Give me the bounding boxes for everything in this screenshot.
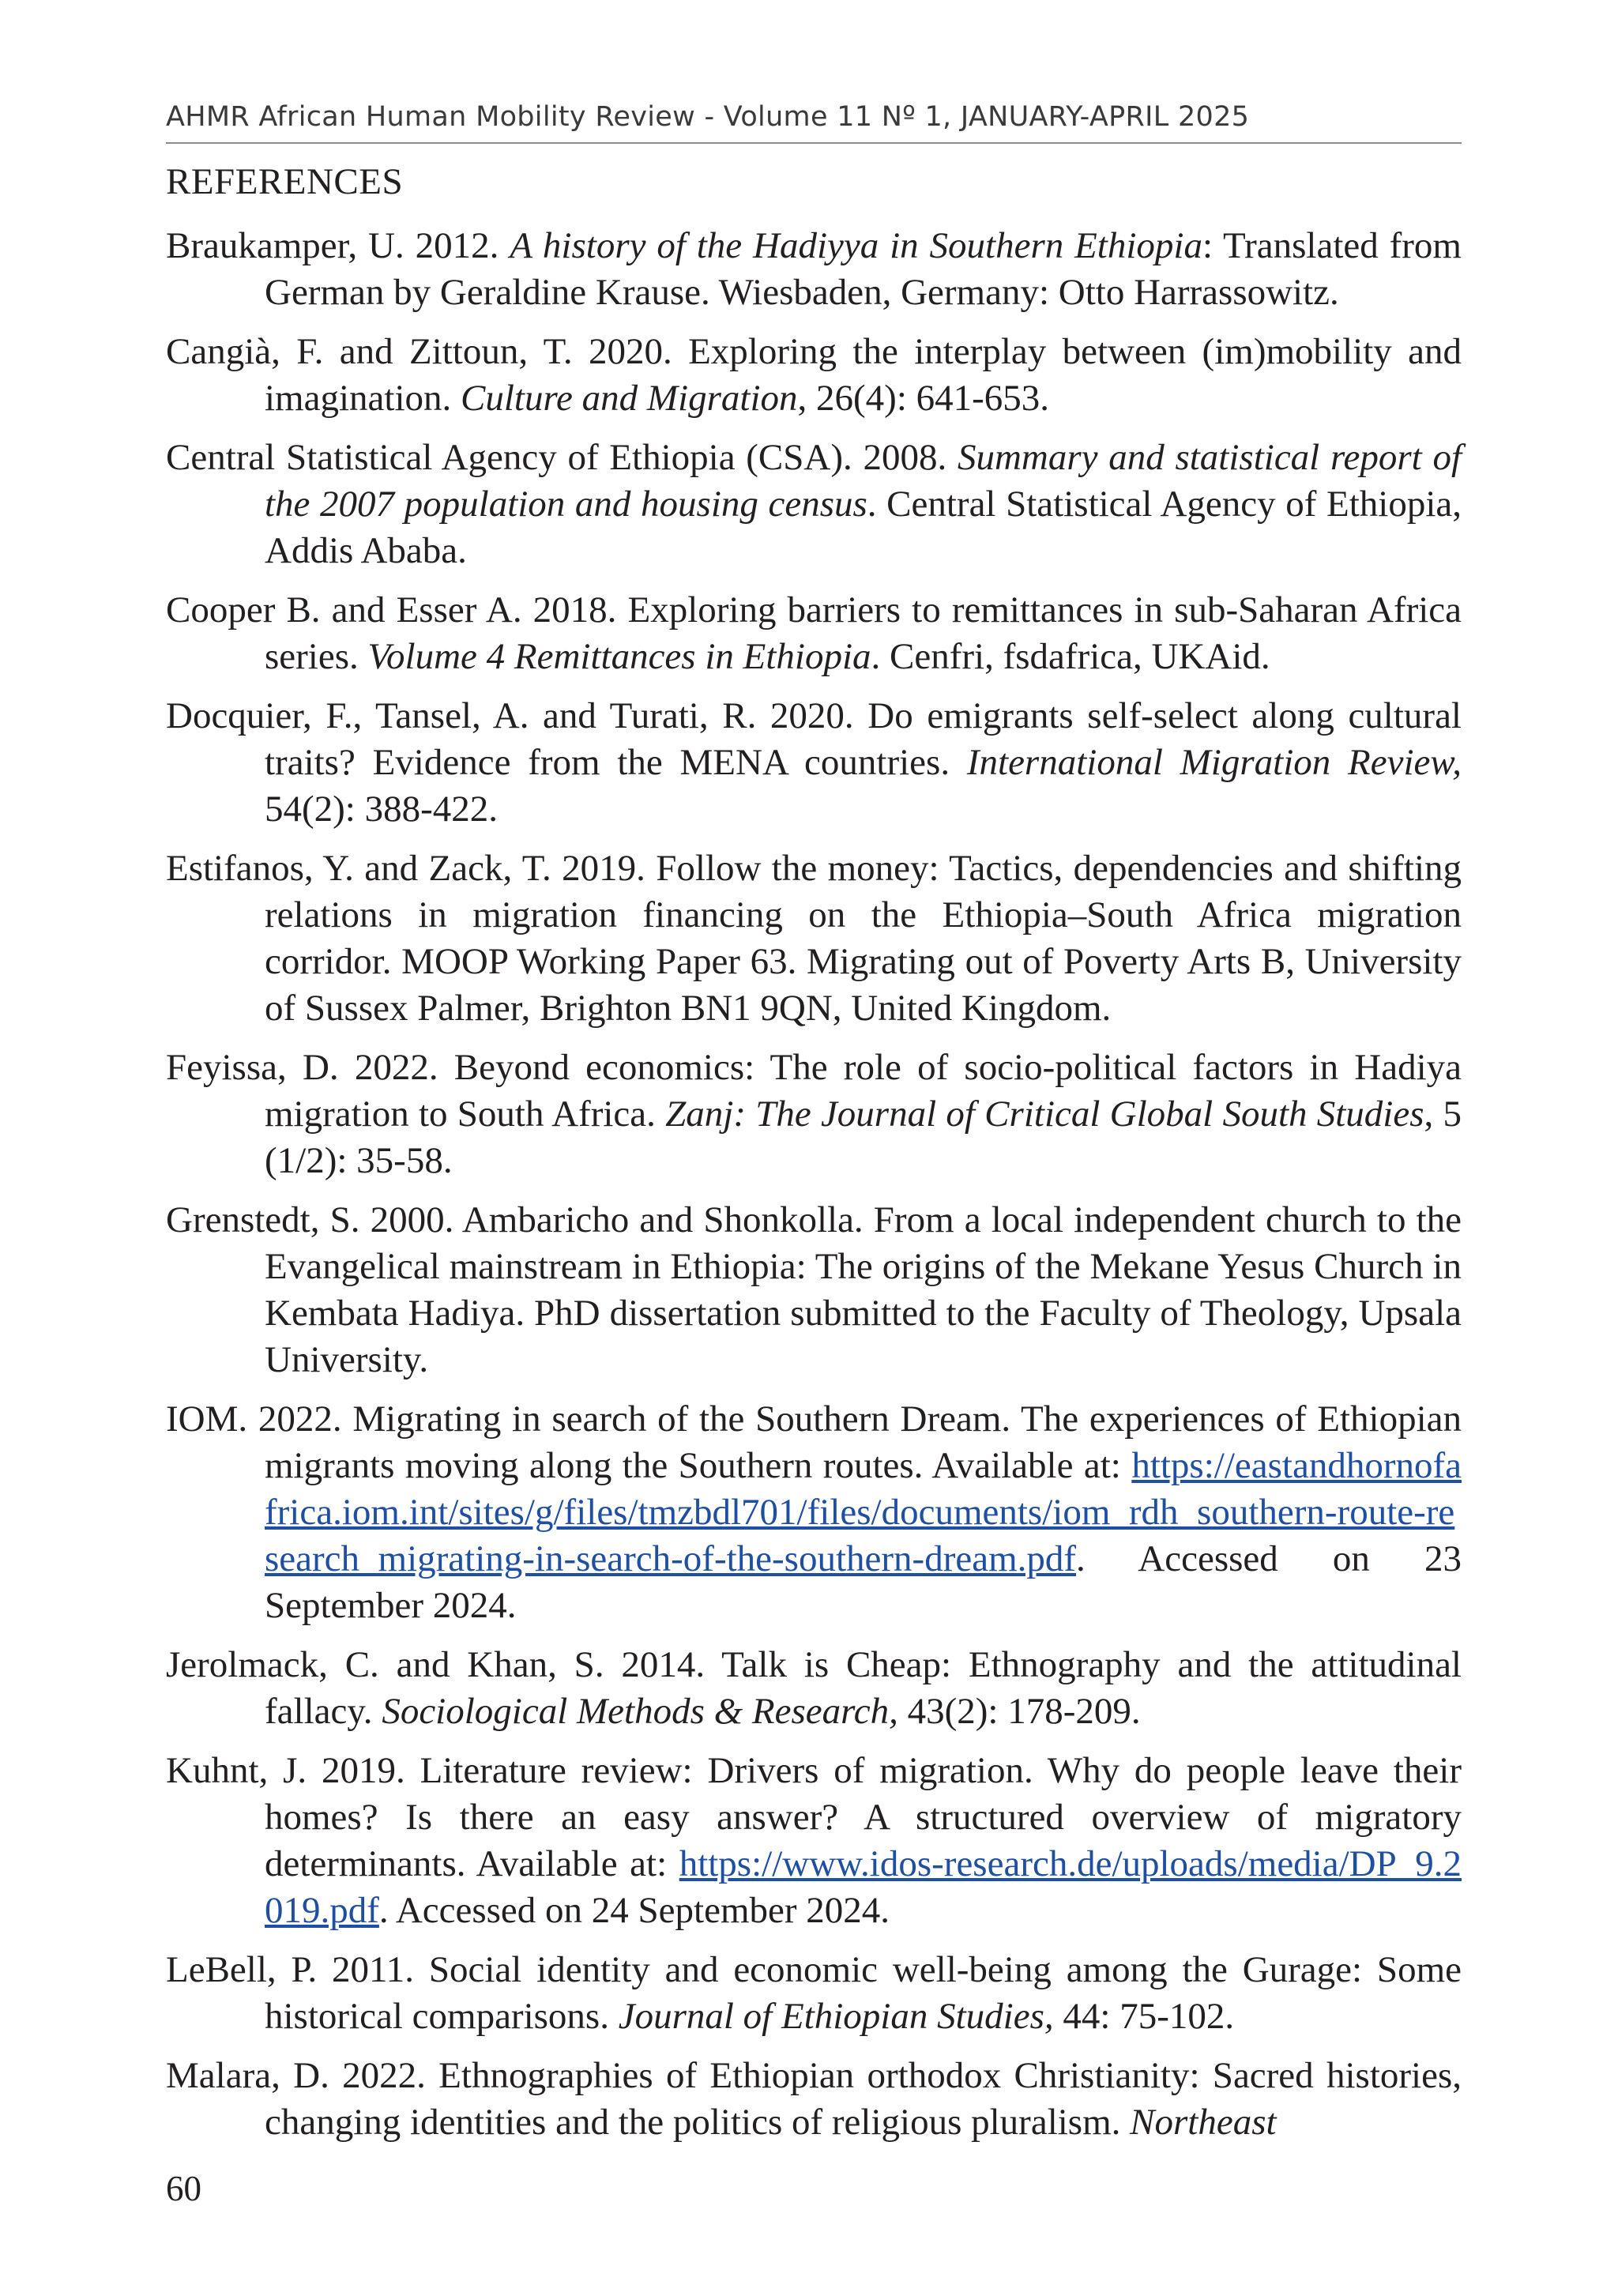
reference-braukamper <box>166 223 1462 316</box>
reference-title-italic: Volume 4 Remittances in Ethiopia <box>367 636 871 677</box>
reference-text: Cangià, F. and Zittoun, T. 2020. Exploring the interplay between (im)mobility and imagination. <box>166 331 1462 419</box>
reference-docquier <box>166 693 1462 833</box>
reference-estifanos <box>166 845 1462 1032</box>
reference-text: : Translated from German by Geraldine Krause. Wiesbaden, Germany: Otto Harrassowitz. <box>265 225 1462 313</box>
reference-title-italic: A history of the Hadiyya in Southern Ethiopia <box>510 225 1202 266</box>
reference-text: 43(2): 178-209. <box>897 1691 1141 1732</box>
reference-cooper <box>166 587 1462 680</box>
reference-text: 44: 75-102. <box>1053 1996 1235 2037</box>
section-title: REFERENCES <box>166 161 404 202</box>
reference-text: , 5 (1/2): 35-58. <box>265 1093 1462 1181</box>
reference-text: . Central Statistical Agency of Ethiopia, Addis Ababa. <box>265 484 1462 571</box>
reference-text: . Accessed on 24 September 2024. <box>378 1890 890 1931</box>
reference-csa <box>166 435 1462 574</box>
reference-text: Docquier, F., Tansel, A. and Turati, R. 2020. Do emigrants self-select along cultural traits? Evidence from the MENA countries. <box>166 695 1462 783</box>
reference-title-italic: Sociological Methods & Research, <box>382 1691 898 1732</box>
reference-title-italic: Zanj: The Journal of Critical Global South Studies <box>665 1093 1424 1135</box>
reference-text: Central Statistical Agency of Ethiopia (CSA). 2008. <box>166 437 958 478</box>
reference-kuhnt <box>166 1748 1462 1934</box>
reference-grenstedt <box>166 1197 1462 1383</box>
reference-url-link[interactable]: https://eastandhornofafrica.iom.int/sites/g/files/tmzbdl701/files/documents/iom_rdh_southern-route-research_migrating-in-search-of-the-southern-dream.pdf <box>265 1445 1462 1579</box>
running-header: AHMR African Human Mobility Review - Volume 11 Nº 1, JANUARY-APRIL 2025 <box>166 101 1250 133</box>
reference-text: IOM. 2022. Migrating in search of the Southern Dream. The experiences of Ethiopian migrants moving along the Southern routes. Available at: <box>166 1398 1462 1486</box>
reference-malara <box>166 2053 1462 2146</box>
reference-title-italic: International Migration Review, <box>966 742 1462 783</box>
reference-url-link[interactable]: https://www.idos-research.de/uploads/media/DP_9.2019.pdf <box>265 1843 1462 1931</box>
reference-text: . Accessed on 23 September 2024. <box>265 1538 1462 1626</box>
reference-text: Feyissa, D. 2022. Beyond economics: The role of socio-political factors in Hadiya migration to South Africa. <box>166 1047 1462 1135</box>
reference-cangia <box>166 329 1462 422</box>
reference-text: Braukamper, U. 2012. <box>166 225 510 266</box>
reference-text: , 26(4): 641-653. <box>797 378 1050 419</box>
reference-iom <box>166 1396 1462 1629</box>
reference-text: . Cenfri, fsdafrica, UKAid. <box>871 636 1270 677</box>
reference-feyissa <box>166 1044 1462 1184</box>
reference-jerolmack <box>166 1642 1462 1735</box>
reference-text: Jerolmack, C. and Khan, S. 2014. Talk is Cheap: Ethnography and the attitudinal fallacy. <box>166 1644 1462 1732</box>
reference-lebell <box>166 1947 1462 2040</box>
reference-text: Cooper B. and Esser A. 2018. Exploring barriers to remittances in sub-Saharan Africa series. <box>166 589 1462 677</box>
reference-text: Malara, D. 2022. Ethnographies of Ethiopian orthodox Christianity: Sacred histories, changing identities and the politics of religious pluralism. <box>166 2055 1462 2143</box>
reference-text: LeBell, P. 2011. Social identity and economic well-being among the Gurage: Some historical comparisons. <box>166 1949 1462 2037</box>
page-number: 60 <box>166 2169 201 2208</box>
header-divider <box>166 142 1462 144</box>
reference-title-italic: Summary and statistical report of the 2007 population and housing census <box>265 437 1462 525</box>
reference-text: Kuhnt, J. 2019. Literature review: Drivers of migration. Why do people leave their homes? Is there an easy answer? A structured overview of migratory determinants. Available at: <box>166 1750 1462 1884</box>
reference-text: 54(2): 388-422. <box>265 789 499 830</box>
reference-title-italic: Journal of Ethiopian Studies, <box>618 1996 1054 2037</box>
reference-title-italic: Northeast <box>1130 2102 1277 2143</box>
reference-text: Grenstedt, S. 2000. Ambaricho and Shonkolla. From a local independent church to the Evangelical mainstream in Ethiopia: The origins of the Mekane Yesus Church in Kembata Hadiya. PhD dissertation submitted to the Faculty of Theology, Upsala University. <box>166 1199 1462 1380</box>
reference-text: Estifanos, Y. and Zack, T. 2019. Follow the money: Tactics, dependencies and shifting relations in migration financing on the Ethiopia–South Africa migration corridor. MOOP Working Paper 63. Migrating out of Poverty Arts B, University of Sussex Palmer, Brighton BN1 9QN, United Kingdom. <box>166 848 1462 1029</box>
reference-title-italic: Culture and Migration <box>461 378 798 419</box>
reference-list <box>166 223 1462 2159</box>
